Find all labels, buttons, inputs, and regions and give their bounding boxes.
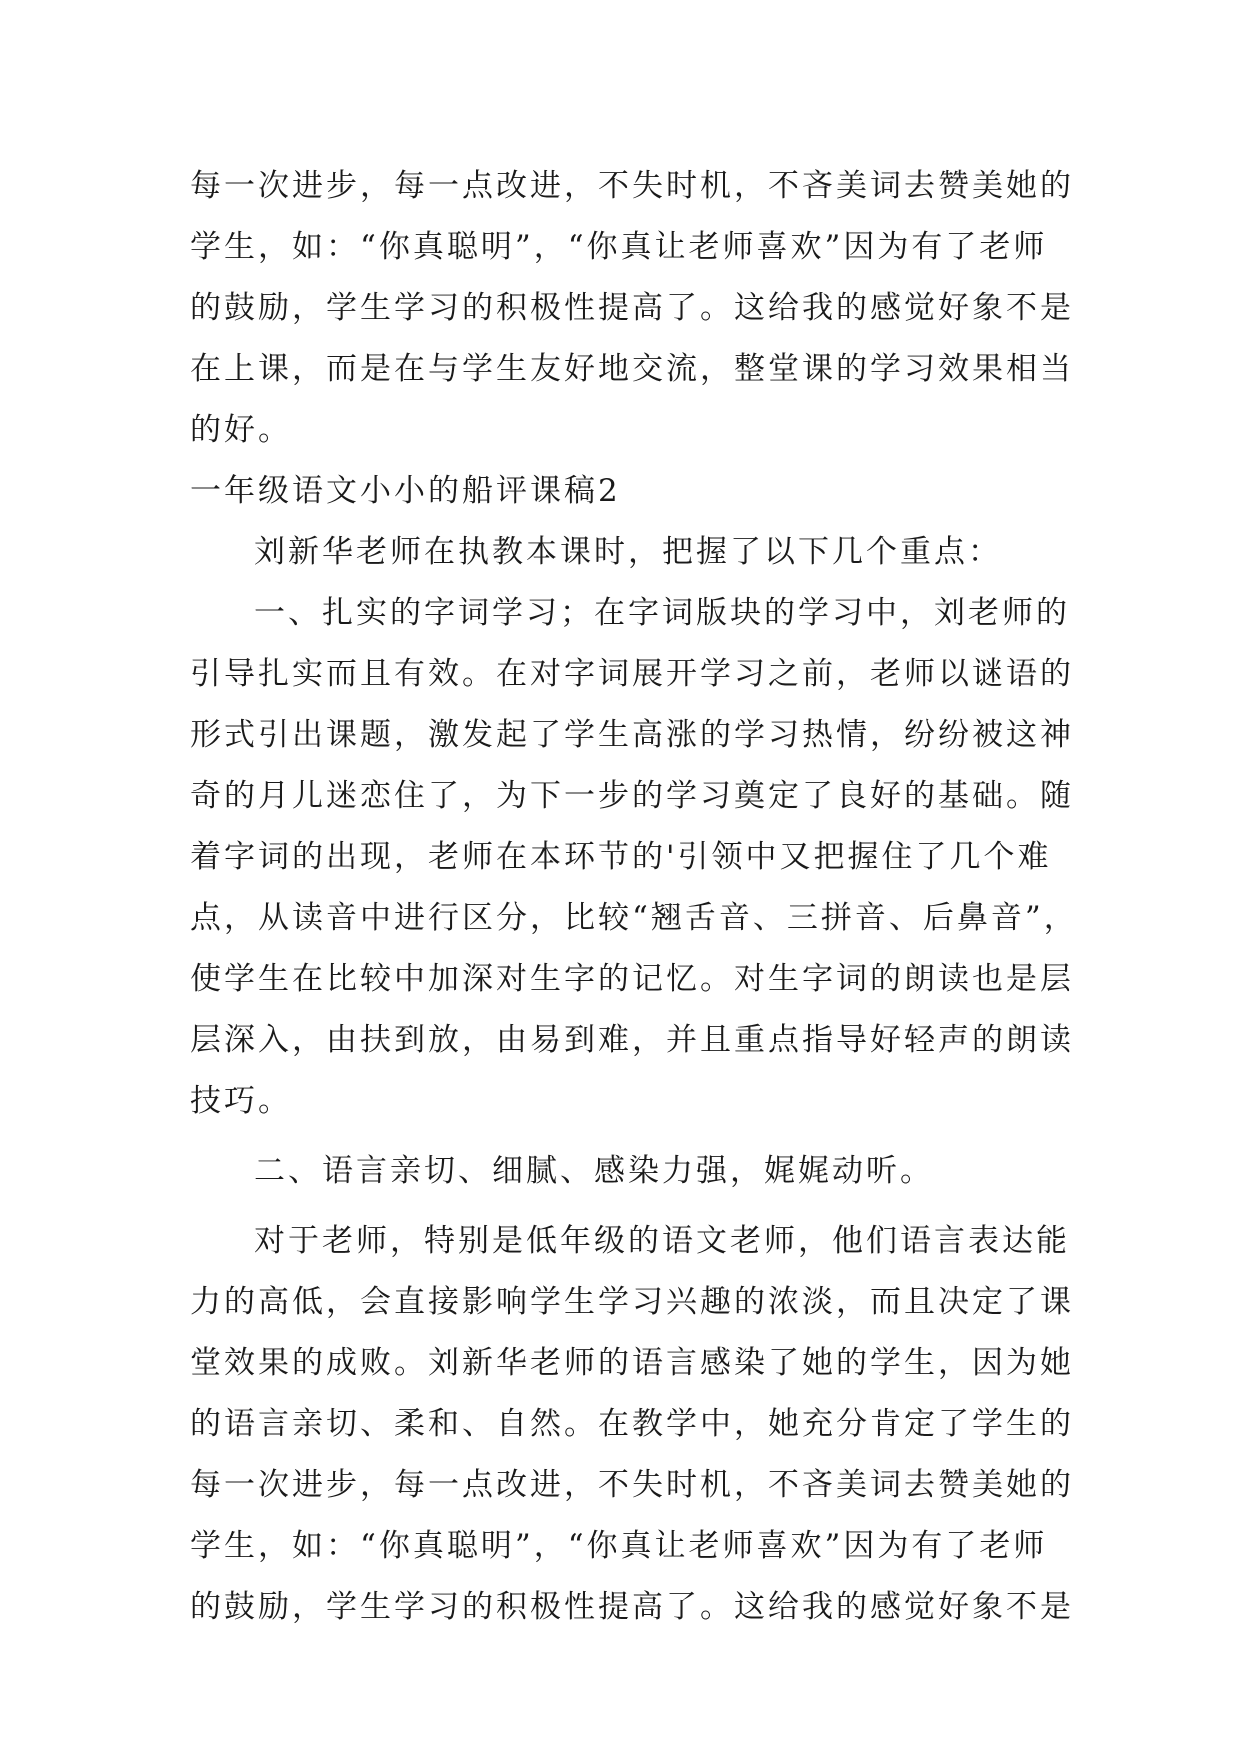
text-line: 刘新华老师在执教本课时，把握了以下几个重点：	[254, 534, 1002, 570]
text-line: 奇的月儿迷恋住了，为下一步的学习奠定了良好的基础。随	[190, 778, 1074, 814]
text-line: 使学生在比较中加深对生字的记忆。对生字词的朗读也是层	[190, 961, 1074, 997]
text-line: 技巧。	[190, 1083, 292, 1119]
section-heading: 一年级语文小小的船评课稿2	[190, 473, 621, 509]
text-line: 着字词的出现，老师在本环节的'引领中又把握住了几个难	[190, 839, 1052, 875]
text-line: 形式引出课题，激发起了学生高涨的学习热情，纷纷被这神	[190, 717, 1074, 753]
text-line: 的鼓励，学生学习的积极性提高了。这给我的感觉好象不是	[190, 290, 1074, 326]
text-line: 学生，如：“你真聪明”，“你真让老师喜欢”因为有了老师	[190, 1528, 1048, 1564]
text-line: 堂效果的成败。刘新华老师的语言感染了她的学生，因为她	[190, 1345, 1074, 1381]
text-line: 的好。	[190, 412, 292, 448]
text-line: 的鼓励，学生学习的积极性提高了。这给我的感觉好象不是	[190, 1589, 1074, 1625]
text-line: 层深入，由扶到放，由易到难，并且重点指导好轻声的朗读	[190, 1022, 1074, 1058]
document-body	[190, 156, 1078, 1638]
text-line: 学生，如：“你真聪明”，“你真让老师喜欢”因为有了老师	[190, 229, 1048, 265]
text-line: 二、语言亲切、细腻、感染力强，娓娓动听。	[254, 1153, 934, 1189]
text-line: 每一次进步，每一点改进，不失时机，不吝美词去赞美她的	[190, 168, 1074, 204]
text-line: 点，从读音中进行区分，比较“翘舌音、三拼音、后鼻音”，	[190, 900, 1078, 936]
text-line: 的语言亲切、柔和、自然。在教学中，她充分肯定了学生的	[190, 1406, 1074, 1442]
text-line: 每一次进步，每一点改进，不失时机，不吝美词去赞美她的	[190, 1467, 1074, 1503]
text-line: 力的高低，会直接影响学生学习兴趣的浓淡，而且决定了课	[190, 1284, 1074, 1320]
text-line: 一、扎实的字词学习；在字词版块的学习中，刘老师的	[254, 595, 1070, 631]
text-line: 对于老师，特别是低年级的语文老师，他们语言表达能	[254, 1223, 1070, 1259]
text-line: 引导扎实而且有效。在对字词展开学习之前，老师以谜语的	[190, 656, 1074, 692]
text-line: 在上课，而是在与学生友好地交流，整堂课的学习效果相当	[190, 351, 1074, 387]
